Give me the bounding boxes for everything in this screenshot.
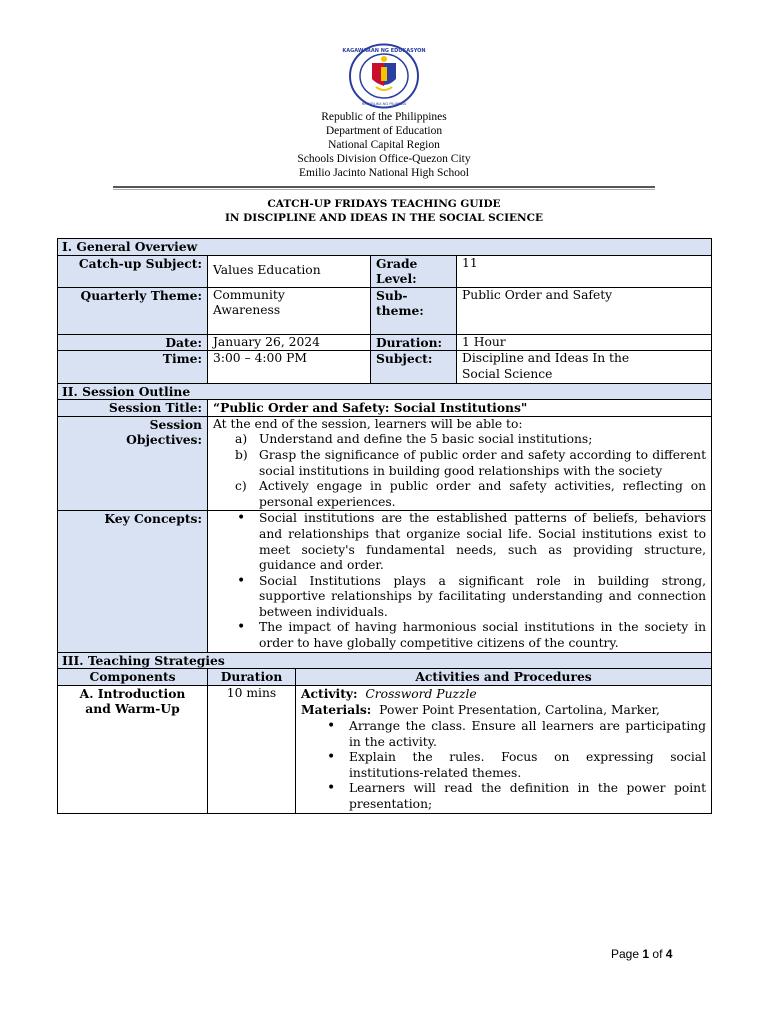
table-row xyxy=(58,351,712,383)
time-label: Time: xyxy=(58,351,208,383)
subj-value xyxy=(457,351,712,383)
time-value: 3:00 – 4:00 PM xyxy=(208,351,371,383)
activity-line xyxy=(301,686,706,703)
date-value: January 26, 2024 xyxy=(208,334,371,351)
document-title xyxy=(0,197,768,225)
subj-value-line-1: Discipline and Ideas In the xyxy=(462,351,630,366)
col-header-duration: Duration xyxy=(208,669,296,686)
col-header-components: Components xyxy=(58,669,208,686)
subject-label: Catch-up Subject: xyxy=(58,255,208,287)
subject-value: Values Education xyxy=(208,255,371,287)
date-label: Date: xyxy=(58,334,208,351)
objectives-label xyxy=(58,416,208,511)
page-of: of xyxy=(652,947,663,961)
page-word: Page xyxy=(611,947,640,961)
section-row xyxy=(58,652,712,669)
table-header-row xyxy=(58,669,712,686)
grade-label xyxy=(371,255,457,287)
activities-cell xyxy=(296,685,712,813)
list-item xyxy=(213,448,706,479)
objectives-label-line-1: Session xyxy=(149,416,202,432)
objectives-label-line-2: Objectives: xyxy=(126,432,202,448)
component-line-2: and Warm-Up xyxy=(85,701,180,717)
letterhead-line: Republic of the Philippines xyxy=(321,111,447,123)
table-row xyxy=(58,255,712,287)
duration-intro: 10 mins xyxy=(208,685,296,813)
deped-seal-logo xyxy=(342,43,426,109)
section-row xyxy=(58,239,712,256)
table-row xyxy=(58,334,712,351)
letterhead-line: Emilio Jacinto National High School xyxy=(299,167,469,179)
list-item: • The impact of having harmonious social institutions in the society in order to have globally competitive citizens of the country. xyxy=(213,620,706,651)
section-heading-strategies: III. Teaching Strategies xyxy=(58,652,712,669)
list-item: • Arrange the class. Ensure all learners are participating in the activity. xyxy=(301,719,706,750)
materials-line xyxy=(301,702,706,719)
section-heading-session: II. Session Outline xyxy=(58,383,712,400)
list-marker: b) xyxy=(235,447,248,462)
procedure-list xyxy=(301,719,706,813)
section-row xyxy=(58,383,712,400)
key-concepts-cell xyxy=(208,511,712,652)
list-item xyxy=(213,479,706,510)
objectives-cell xyxy=(208,416,712,511)
subtheme-label: Sub-theme: xyxy=(371,287,457,334)
letterhead-line: National Capital Region xyxy=(328,139,440,151)
table-row xyxy=(58,287,712,334)
subj-label: Subject: xyxy=(371,351,457,383)
list-item: • Explain the rules. Focus on expressing social institutions-related themes. xyxy=(301,750,706,781)
table-row xyxy=(58,400,712,417)
theme-value xyxy=(208,287,371,334)
key-concepts-label: Key Concepts: xyxy=(58,511,208,652)
theme-label: Quarterly Theme: xyxy=(58,287,208,334)
table-row xyxy=(58,416,712,511)
list-marker: c) xyxy=(235,479,247,494)
subtheme-value: Public Order and Safety xyxy=(457,287,712,334)
list-item xyxy=(213,432,706,448)
activity-value: Crossword Puzzle xyxy=(365,686,477,701)
component-intro xyxy=(58,685,208,813)
table-row xyxy=(58,511,712,652)
objective-text: Grasp the significance of public order and safety according to different social institutions in building good relationships with the society xyxy=(259,447,707,478)
table-row xyxy=(58,685,712,813)
page-total: 4 xyxy=(665,947,673,961)
title-line-2: IN DISCIPLINE AND IDEAS IN THE SOCIAL SCIENCE xyxy=(225,212,543,224)
materials-value: Power Point Presentation, Cartolina, Marker, xyxy=(379,703,660,718)
component-line-1: A. Introduction xyxy=(79,685,186,701)
grade-value: 11 xyxy=(457,255,712,287)
objective-text: Actively engage in public order and safety activities, reflecting on personal experiences. xyxy=(259,479,707,509)
duration-label: Duration: xyxy=(371,334,457,351)
header-divider-thin xyxy=(113,189,655,190)
duration-value: 1 Hour xyxy=(457,334,712,351)
activity-label: Activity: xyxy=(301,685,358,701)
seal-text-top: KAGAWARAN NG EDUKASYON xyxy=(342,48,426,54)
list-item: • Learners will read the definition in the power point presentation; xyxy=(301,781,706,812)
page-number xyxy=(611,947,672,961)
theme-value-line-1: Community xyxy=(213,287,285,302)
session-title-label: Session Title: xyxy=(58,400,208,417)
header-divider xyxy=(113,186,655,188)
objectives-list xyxy=(213,432,706,510)
teaching-guide-table xyxy=(57,238,712,814)
list-item: • Social Institutions plays a significant role in building strong, supportive relationships by facilitating understanding and connection between individuals. xyxy=(213,574,706,621)
session-title-value: “Public Order and Safety: Social Institutions" xyxy=(208,400,712,417)
subj-value-line-2: Social Science xyxy=(462,366,553,381)
title-line-1: CATCH-UP FRIDAYS TEACHING GUIDE xyxy=(267,198,501,210)
col-header-activities: Activities and Procedures xyxy=(296,669,712,686)
key-concepts-list xyxy=(213,511,706,651)
page-current: 1 xyxy=(642,947,650,961)
seal-text-bottom: REPUBLIKA NG PILIPINAS xyxy=(361,102,407,106)
objective-text: Understand and define the 5 basic social institutions; xyxy=(259,432,593,447)
list-marker: a) xyxy=(235,432,248,447)
materials-label: Materials: xyxy=(301,702,372,718)
letterhead-line: Schools Division Office-Quezon City xyxy=(297,153,471,165)
list-item: • Social institutions are the established patterns of beliefs, behaviors and relationships that organize social life. Social institutions exist to meet society's fundamental needs, such as providing structure, guidance and order. xyxy=(213,511,706,573)
grade-label-line-2: Level: xyxy=(376,271,417,287)
grade-label-line-1: Grade xyxy=(376,255,418,271)
objectives-intro: At the end of the session, learners will be able to: xyxy=(213,416,523,431)
theme-value-line-2: Awareness xyxy=(213,303,281,318)
section-heading-general: I. General Overview xyxy=(58,239,712,256)
letterhead-line: Department of Education xyxy=(325,125,443,137)
letterhead xyxy=(0,110,768,180)
